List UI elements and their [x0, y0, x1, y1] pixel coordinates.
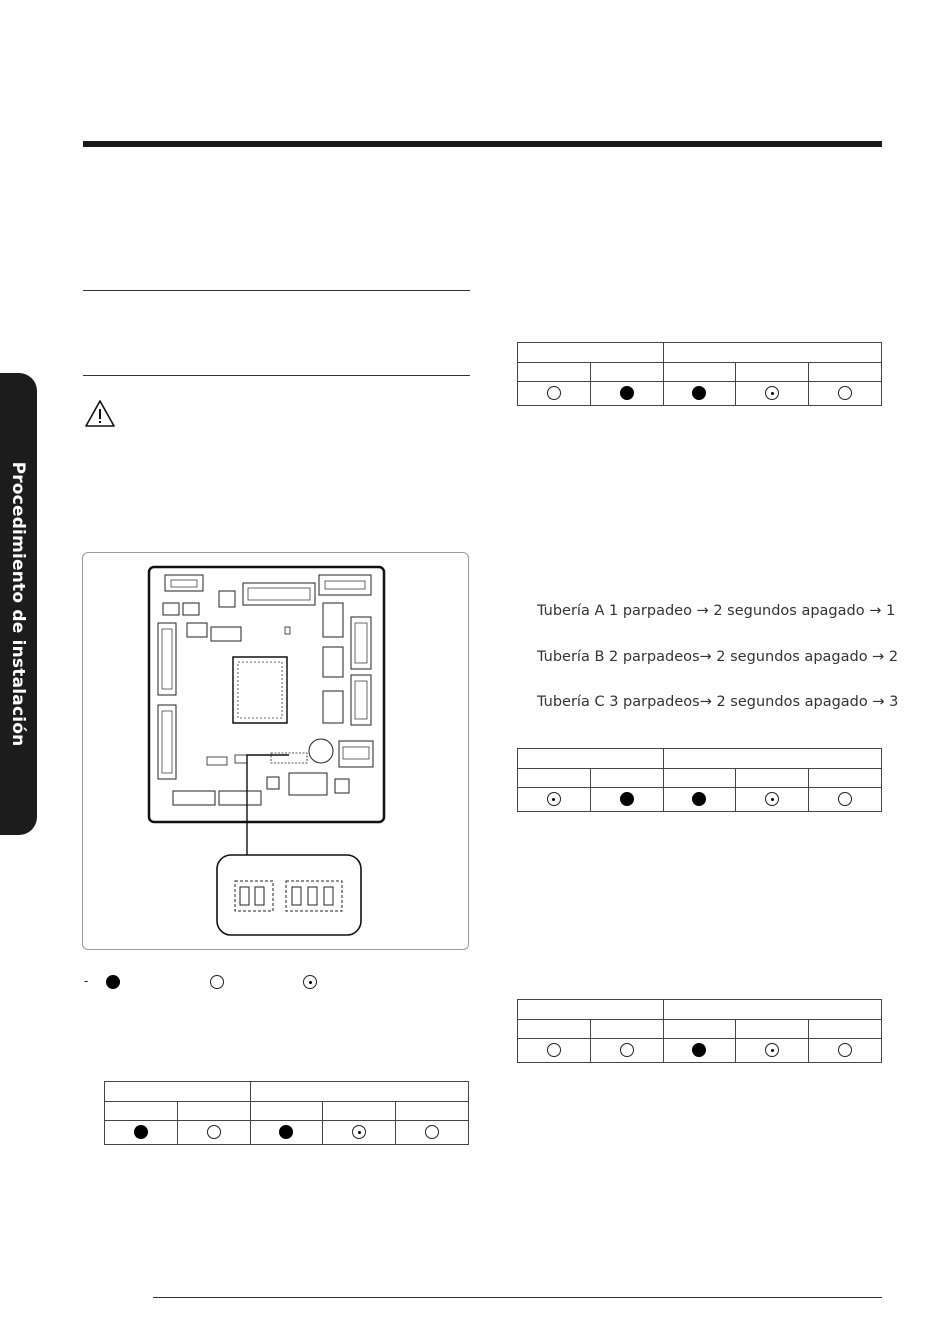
dotted-circle-icon [303, 975, 317, 989]
header-group-a [518, 1000, 664, 1020]
legend [84, 972, 384, 992]
legend-dash: - [84, 973, 89, 988]
empty-circle-icon [547, 386, 561, 400]
empty-circle-icon [210, 975, 224, 989]
top-rule [83, 141, 882, 147]
empty-circle-icon [425, 1125, 439, 1139]
switch-state-cell [663, 1039, 736, 1063]
switch-label-cell [809, 363, 882, 382]
switch-table [517, 999, 882, 1063]
dotted-circle-icon [765, 386, 779, 400]
dotted-circle-icon [765, 1043, 779, 1057]
filled-circle-icon [620, 792, 634, 806]
switch-label-cell [518, 363, 591, 382]
side-tab [0, 373, 37, 835]
switch-label-cell [736, 1020, 809, 1039]
switch-state-cell [518, 382, 591, 406]
switch-label-cell [663, 1020, 736, 1039]
switch-label-cell [105, 1102, 178, 1121]
blink-code-line: Tubería B 2 parpadeos→ 2 segundos apagado → 2 [537, 649, 899, 665]
filled-circle-icon [620, 386, 634, 400]
header-group-a [518, 749, 664, 769]
switch-label-cell [518, 1020, 591, 1039]
blink-code-line: Tubería C 3 parpadeos→ 2 segundos apagado → 3 [537, 694, 899, 710]
side-tab-label: Procedimiento de instalación [8, 461, 28, 747]
switch-label-cell [396, 1102, 469, 1121]
filled-circle-icon [692, 386, 706, 400]
switch-state-cell [809, 788, 882, 812]
dotted-circle-icon [352, 1125, 366, 1139]
section-rule-top [83, 290, 470, 291]
dotted-circle-icon [765, 792, 779, 806]
switch-label-cell [736, 363, 809, 382]
switch-state-cell [518, 1039, 591, 1063]
switch-state-cell [590, 788, 663, 812]
switch-label-cell [250, 1102, 323, 1121]
switch-state-cell [250, 1121, 323, 1145]
header-group-a [105, 1082, 251, 1102]
pcb-figure [82, 552, 469, 950]
header-group-b [250, 1082, 468, 1102]
dotted-circle-icon [547, 792, 561, 806]
empty-circle-icon [838, 386, 852, 400]
header-group-b [663, 749, 881, 769]
empty-circle-icon [547, 1043, 561, 1057]
switch-state-cell [663, 788, 736, 812]
empty-circle-icon [838, 792, 852, 806]
switch-state-cell [177, 1121, 250, 1145]
header-group-b [663, 1000, 881, 1020]
switch-label-cell [663, 769, 736, 788]
switch-label-cell [809, 1020, 882, 1039]
switch-label-cell [590, 769, 663, 788]
empty-circle-icon [620, 1043, 634, 1057]
section-rule-bottom [83, 375, 470, 376]
switch-state-cell [663, 382, 736, 406]
switch-state-cell [809, 382, 882, 406]
switch-label-cell [809, 769, 882, 788]
filled-circle-icon [106, 975, 120, 989]
switch-state-cell [736, 1039, 809, 1063]
switch-state-cell [323, 1121, 396, 1145]
switch-label-cell [663, 363, 736, 382]
switch-label-cell [518, 769, 591, 788]
switch-state-cell [590, 1039, 663, 1063]
switch-table [517, 342, 882, 406]
switch-label-cell [590, 1020, 663, 1039]
switch-table [104, 1081, 469, 1145]
empty-circle-icon [207, 1125, 221, 1139]
switch-label-cell [736, 769, 809, 788]
switch-label-cell [590, 363, 663, 382]
header-group-b [663, 343, 881, 363]
switch-table [517, 748, 882, 812]
warning-triangle-icon [84, 399, 116, 434]
filled-circle-icon [692, 1043, 706, 1057]
header-group-a [518, 343, 664, 363]
switch-state-cell [518, 788, 591, 812]
switch-state-cell [590, 382, 663, 406]
filled-circle-icon [134, 1125, 148, 1139]
bottom-rule [153, 1297, 882, 1298]
pcb-diagram [83, 553, 468, 949]
switch-state-cell [105, 1121, 178, 1145]
switch-label-cell [177, 1102, 250, 1121]
filled-circle-icon [279, 1125, 293, 1139]
switch-label-cell [323, 1102, 396, 1121]
blink-code-line: Tubería A 1 parpadeo → 2 segundos apagado → 1 [537, 603, 896, 619]
filled-circle-icon [692, 792, 706, 806]
switch-state-cell [396, 1121, 469, 1145]
switch-state-cell [736, 788, 809, 812]
empty-circle-icon [838, 1043, 852, 1057]
switch-state-cell [809, 1039, 882, 1063]
switch-state-cell [736, 382, 809, 406]
